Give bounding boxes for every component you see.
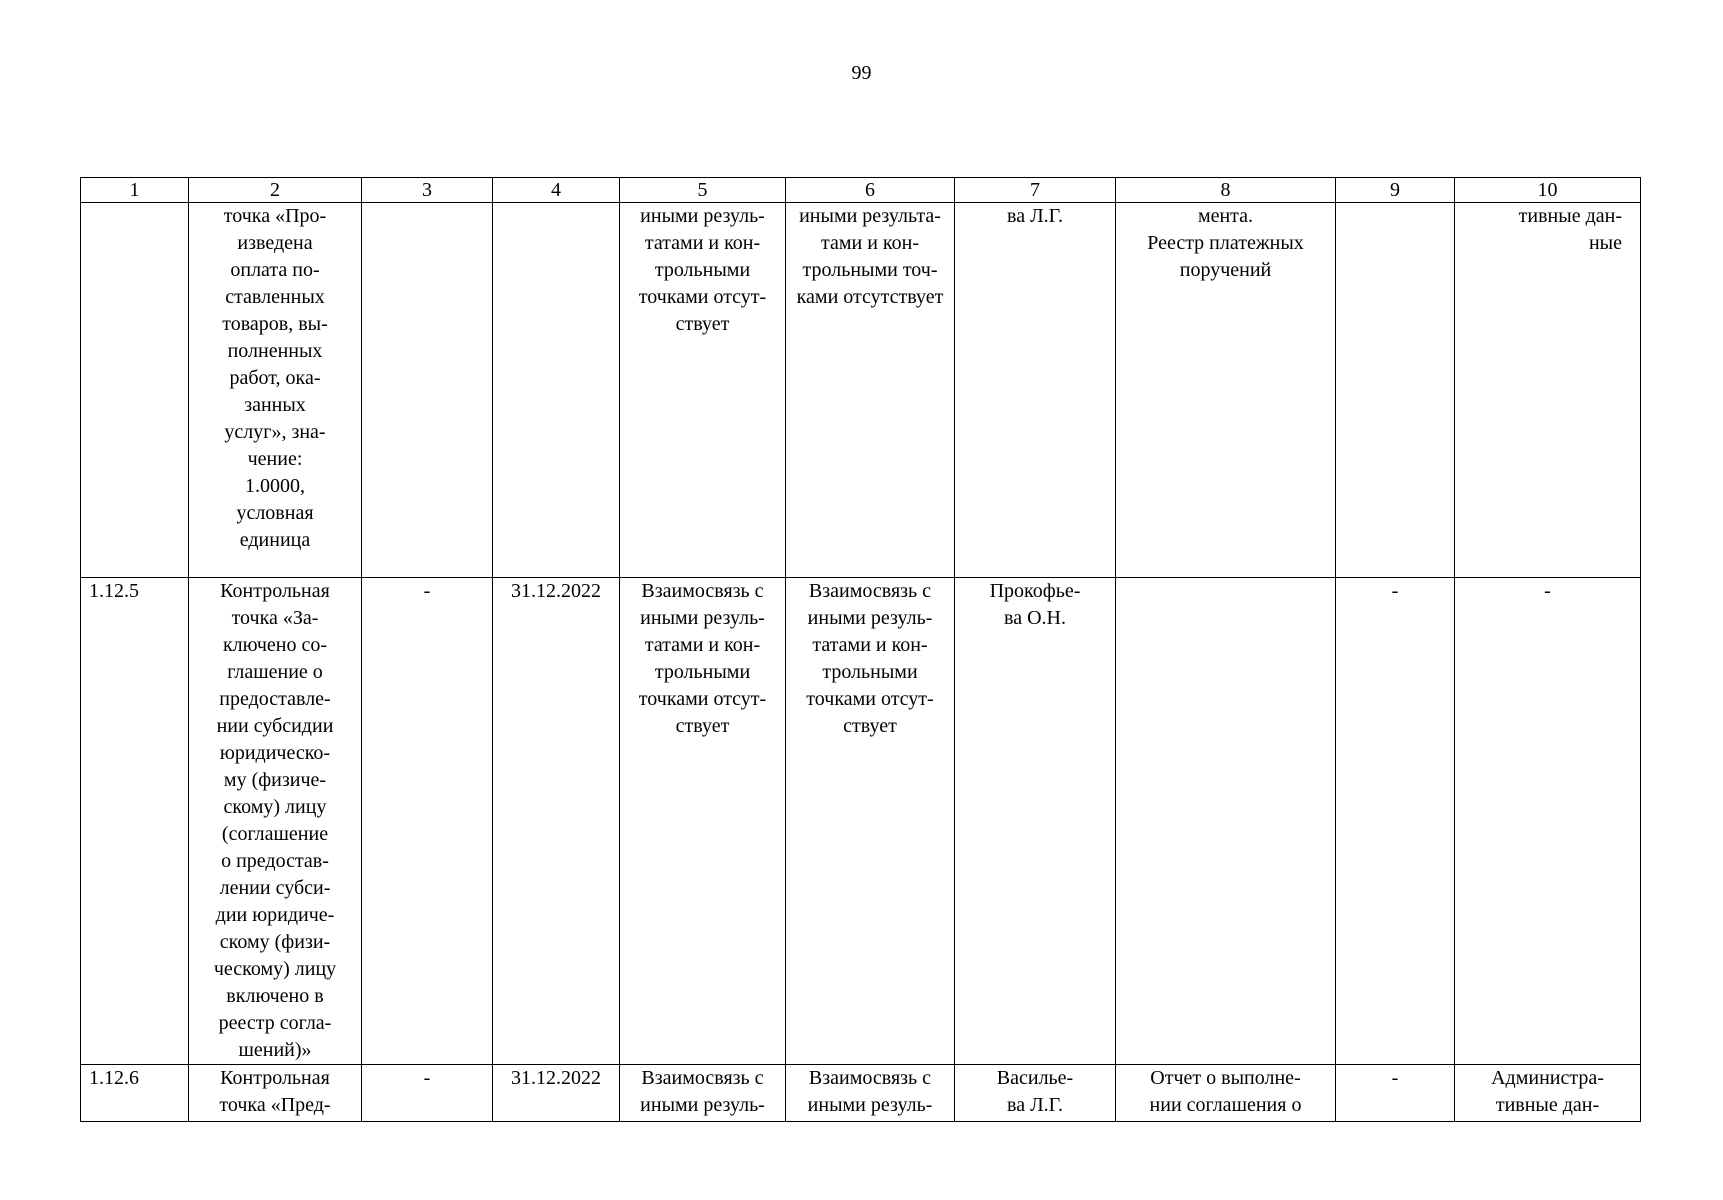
header-cell: 5 xyxy=(620,178,786,203)
table-cell-col9 xyxy=(1336,203,1455,578)
table-cell-document: Отчет о выполне- нии соглашения о xyxy=(1116,1065,1336,1122)
table-cell-number xyxy=(81,203,189,578)
table-row xyxy=(81,1065,1641,1122)
table-cell-col9: - xyxy=(1336,1065,1455,1122)
header-cell: 9 xyxy=(1336,178,1455,203)
header-cell: 4 xyxy=(493,178,620,203)
table-cell-number: 1.12.5 xyxy=(81,578,189,1065)
table-cell-start-date: - xyxy=(362,578,493,1065)
header-cell: 3 xyxy=(362,178,493,203)
header-cell: 10 xyxy=(1455,178,1641,203)
table-row xyxy=(81,203,1641,578)
table-cell-name: Контрольная точка «Пред- xyxy=(189,1065,362,1122)
table-cell-end-date xyxy=(493,203,620,578)
table-cell-successors: иными результа- тами и кон- трольными точ- ками отсутствует xyxy=(786,203,955,578)
table-cell-start-date: - xyxy=(362,1065,493,1122)
document-table xyxy=(80,177,1641,1122)
table-cell-end-date: 31.12.2022 xyxy=(493,1065,620,1122)
table-cell-predecessors: Взаимосвязь с иными резуль- xyxy=(620,1065,786,1122)
table-cell-source: Администра- тивные дан- xyxy=(1455,1065,1641,1122)
table-cell-document xyxy=(1116,578,1336,1065)
table-row xyxy=(81,578,1641,1065)
table-cell-source: тивные дан- ные xyxy=(1455,203,1641,578)
header-cell: 7 xyxy=(955,178,1116,203)
header-cell: 6 xyxy=(786,178,955,203)
page-number: 99 xyxy=(851,62,872,84)
table-cell-responsible: Прокофье- ва О.Н. xyxy=(955,578,1116,1065)
table-cell-name: Контрольная точка «За- ключено со- глашение о предоставле- нии субсидии юридическо- му (физиче- скому) лицу (соглашение о предостав- лении субси- дии юридиче- скому (физи- ческому) лицу включено в реестр согла- шений)» xyxy=(189,578,362,1065)
table-cell-col9: - xyxy=(1336,578,1455,1065)
table-cell-successors: Взаимосвязь с иными резуль- татами и кон- трольными точками отсут- ствует xyxy=(786,578,955,1065)
table-cell-responsible: ва Л.Г. xyxy=(955,203,1116,578)
table-cell-number: 1.12.6 xyxy=(81,1065,189,1122)
table-cell-end-date: 31.12.2022 xyxy=(493,578,620,1065)
header-cell: 1 xyxy=(81,178,189,203)
table-cell-document: мента. Реестр платежных поручений xyxy=(1116,203,1336,578)
table-cell-predecessors: иными резуль- татами и кон- трольными точками отсут- ствует xyxy=(620,203,786,578)
header-cell: 8 xyxy=(1116,178,1336,203)
table-cell-predecessors: Взаимосвязь с иными резуль- татами и кон- трольными точками отсут- ствует xyxy=(620,578,786,1065)
table-cell-name: точка «Про- изведена оплата по- ставленных товаров, вы- полненных работ, ока- занных услуг», зна- чение: 1.0000, условная единица xyxy=(189,203,362,578)
table-cell-successors: Взаимосвязь с иными резуль- xyxy=(786,1065,955,1122)
table-cell-source: - xyxy=(1455,578,1641,1065)
header-row xyxy=(81,178,1641,203)
header-cell: 2 xyxy=(189,178,362,203)
table-cell-start-date xyxy=(362,203,493,578)
table-cell-responsible: Васильe- ва Л.Г. xyxy=(955,1065,1116,1122)
